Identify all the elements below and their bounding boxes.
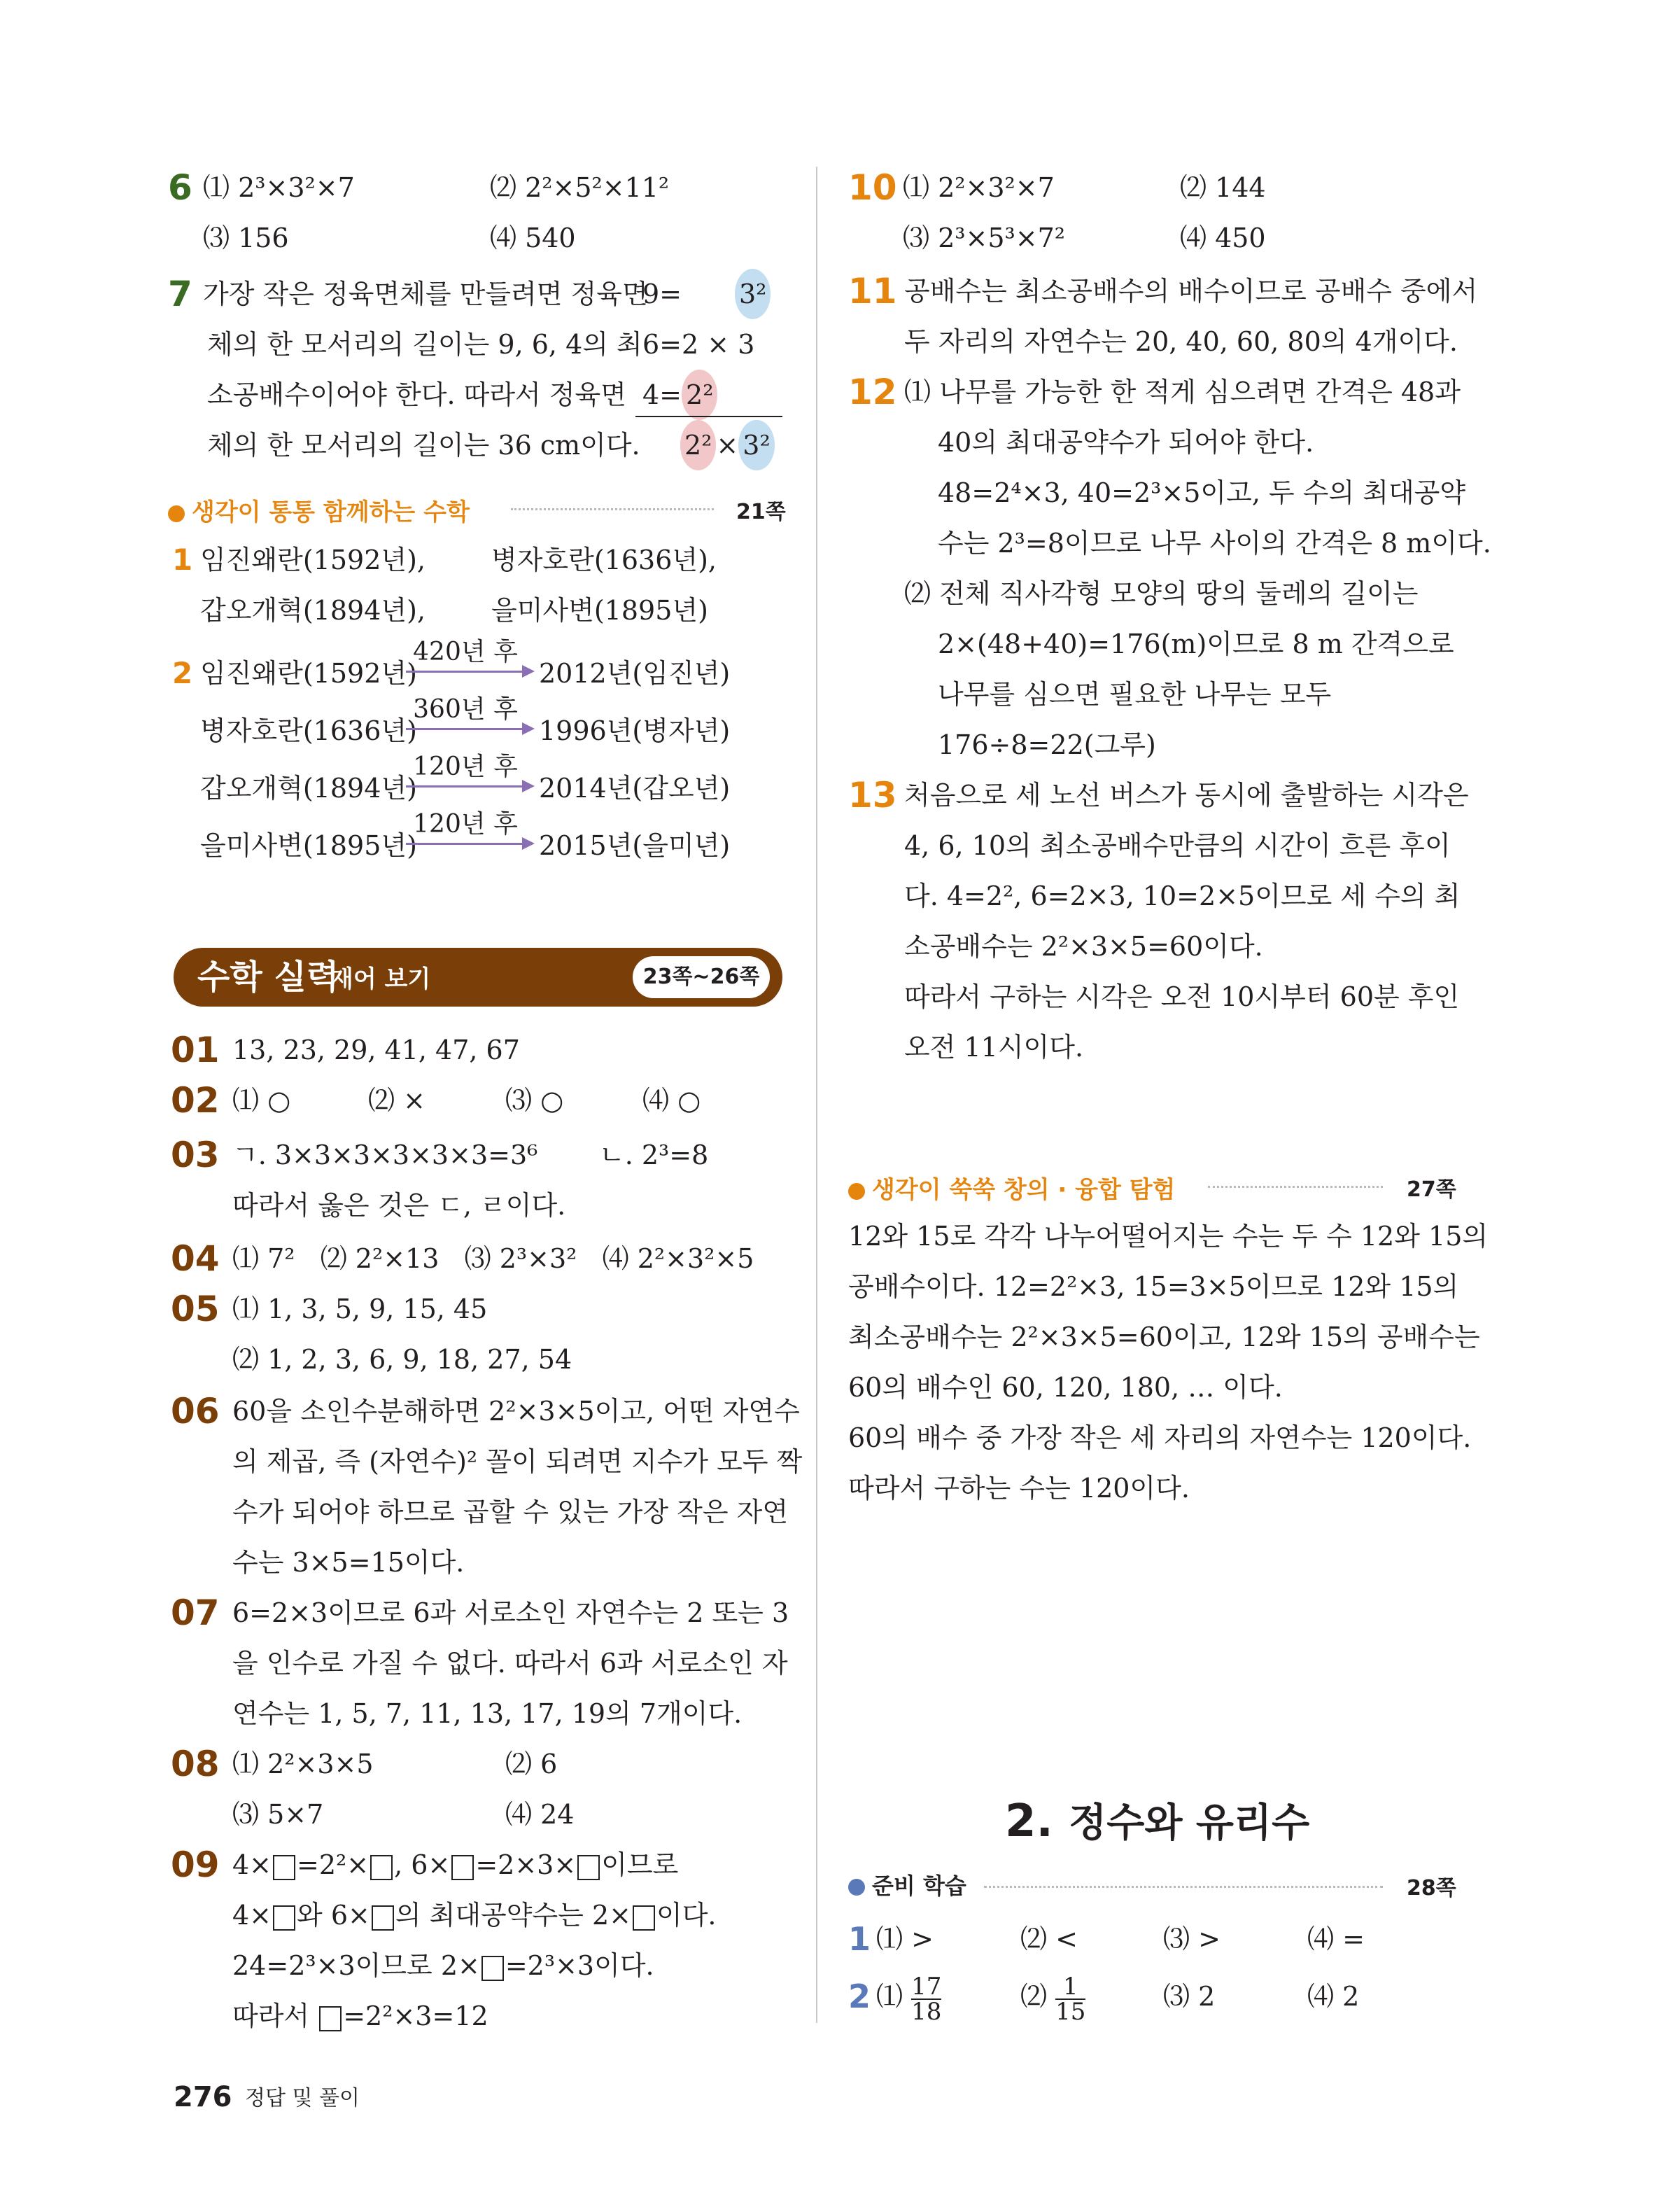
arrow-icon xyxy=(522,722,535,735)
solution-line: 체의 한 모서리의 길이는 36 cm이다. xyxy=(207,430,640,461)
solution-line: 따라서 구하는 수는 120이다. xyxy=(848,1473,1190,1504)
blank-box xyxy=(319,2006,342,2031)
blank-box xyxy=(273,1905,295,1931)
calc-row: 9= xyxy=(642,279,682,309)
time-arrow xyxy=(406,753,546,795)
answer-item: ⑵ 6 xyxy=(505,1749,558,1779)
section-page: 27쪽 xyxy=(1407,1177,1456,1202)
answer-item: 병자호란(1636년), xyxy=(491,545,717,575)
answer-item: ⑷ 540 xyxy=(490,223,576,253)
factor-highlight: 3² xyxy=(738,420,774,470)
solution-line: 두 자리의 자연수는 20, 40, 60, 80의 4개이다. xyxy=(904,326,1458,357)
answer-text: ⑴ 7² ⑵ 2²×13 ⑶ 2³×3² ⑷ 2²×3²×5 xyxy=(232,1243,754,1274)
blank-box xyxy=(370,1855,393,1880)
question-number: 2 xyxy=(172,656,193,690)
banner-title: 수학 실력 xyxy=(197,958,339,997)
solution-line: 다. 4=2², 6=2×3, 10=2×5이므로 세 수의 최 xyxy=(904,881,1461,911)
answer-item: 임진왜란(1592년), xyxy=(200,545,425,575)
solution-line: 연수는 1, 5, 7, 11, 13, 17, 19의 7개이다. xyxy=(232,1698,743,1729)
time-arrow xyxy=(406,811,546,853)
solution-line: 따라서 구하는 시각은 오전 10시부터 60분 후인 xyxy=(904,981,1460,1012)
section-heading: 생각이 통통 함께하는 수학 xyxy=(168,493,470,527)
solution-line: 2×(48+40)=176(m)이므로 8 m 간격으로 xyxy=(938,629,1454,659)
dotted-leader xyxy=(1208,1186,1383,1188)
solution-line: 24=2³×3이므로 2× =2³×3이다. xyxy=(232,1950,654,1981)
solution-line: 수가 되어야 하므로 곱할 수 있는 가장 작은 자연 xyxy=(232,1497,789,1527)
blank-box xyxy=(451,1855,474,1880)
blank-box xyxy=(577,1855,600,1880)
question-number: 07 xyxy=(171,1592,220,1633)
arrow-label: 120년 후 xyxy=(413,752,518,781)
chapter-number: 2. xyxy=(1005,1795,1053,1847)
solution-line: 오전 11시이다. xyxy=(904,1032,1084,1063)
arrow-label: 420년 후 xyxy=(413,638,518,666)
blank-box xyxy=(633,1905,655,1931)
answer-text: ㄱ. 3×3×3×3×3×3=3⁶ xyxy=(232,1140,538,1170)
answer-text: 따라서 옳은 것은 ㄷ, ㄹ이다. xyxy=(232,1190,566,1221)
solution-line: 공배수이다. 12=2²×3, 15=3×5이므로 12와 15의 xyxy=(848,1271,1459,1302)
question-number: 13 xyxy=(848,775,897,816)
answer-item: ⑴ 2³×3²×7 xyxy=(203,172,355,203)
solution-line: ⑵ 전체 직사각형 모양의 땅의 둘레의 길이는 xyxy=(904,578,1419,609)
question-number: 05 xyxy=(171,1289,220,1329)
solution-line: 처음으로 세 노선 버스가 동시에 출발하는 시각은 xyxy=(904,780,1469,811)
section-banner xyxy=(174,948,782,1007)
question-number: 2 xyxy=(848,1977,871,2015)
question-number: 11 xyxy=(848,271,897,312)
footer-label: 정답 및 풀이 xyxy=(245,2086,360,2110)
answer-item: 갑오개혁(1894년), xyxy=(200,595,425,626)
event-from: 병자호란(1636년) xyxy=(200,715,417,746)
solution-line: 최소공배수는 2²×3×5=60이고, 12와 15의 공배수는 xyxy=(848,1322,1480,1352)
banner-subtitle: 재어 보기 xyxy=(330,965,431,993)
answer-item: ⑶ 2³×5³×7² xyxy=(903,223,1065,253)
event-to: 1996년(병자년) xyxy=(539,715,731,746)
fraction: $\frac{1}{15}$ xyxy=(1055,1972,1086,2026)
blank-box xyxy=(481,1956,504,1981)
section-heading: 생각이 쑥쑥 창의 · 융합 탐험 xyxy=(848,1170,1175,1205)
answer-item: ⑷ 24 xyxy=(505,1799,575,1830)
answer-item: ⑵ 2²×5²×11² xyxy=(490,172,670,203)
question-number: 09 xyxy=(171,1844,220,1885)
event-to: 2015년(을미년) xyxy=(539,830,731,861)
solution-line: 의 제곱, 즉 (자연수)² 꼴이 되려면 지수가 모두 짝 xyxy=(232,1446,803,1477)
solution-line: 60을 소인수분해하면 2²×3×5이고, 어떤 자연수 xyxy=(232,1396,800,1427)
question-number: 08 xyxy=(171,1744,220,1784)
event-to: 2012년(임진년) xyxy=(539,658,731,689)
question-number: 06 xyxy=(171,1391,220,1432)
time-arrow xyxy=(406,638,546,680)
section-heading: 준비 학습 xyxy=(848,1869,966,1903)
answer-text: ⑴ 1, 3, 5, 9, 15, 45 xyxy=(232,1294,488,1324)
dotted-leader xyxy=(984,1886,1383,1888)
solution-line: 4, 6, 10의 최소공배수만큼의 시간이 흐른 후이 xyxy=(904,830,1451,861)
solution-line: 176÷8=22(그루) xyxy=(938,729,1156,760)
arrow-icon xyxy=(522,837,535,850)
answer-item: ⑵ $\frac{1}{15}$ xyxy=(1020,1972,1086,2026)
chapter-title xyxy=(1005,1792,1309,1853)
solution-line: 소공배수이어야 한다. 따라서 정육면 xyxy=(207,379,626,410)
answer-text: ㄴ. 2³=8 xyxy=(599,1140,709,1170)
question-number: 12 xyxy=(848,372,897,412)
answer-item: ⑷ 450 xyxy=(1180,223,1266,253)
answer-item: 을미사변(1895년) xyxy=(491,595,708,626)
solution-line: 6=2×3이므로 6과 서로소인 자연수는 2 또는 3 xyxy=(232,1597,789,1628)
column-divider xyxy=(816,167,817,2023)
solution-line: 을 인수로 가질 수 없다. 따라서 6과 서로소인 자 xyxy=(232,1648,788,1679)
event-to: 2014년(갑오년) xyxy=(539,773,731,804)
solution-line: 나무를 심으면 필요한 나무는 모두 xyxy=(938,679,1332,710)
event-from: 을미사변(1895년) xyxy=(200,830,417,861)
bullet-icon xyxy=(168,505,185,522)
answer-item: ⑴ $\frac{17}{18}$ xyxy=(876,1972,942,2026)
solution-line: 가장 작은 정육면체를 만들려면 정육면 xyxy=(203,279,648,309)
question-number: 02 xyxy=(171,1080,220,1121)
answer-item: ⑷ 2 xyxy=(1307,1981,1360,2012)
dotted-leader xyxy=(511,508,714,510)
question-number: 7 xyxy=(168,274,192,314)
answer-item: ⑴ 2²×3²×7 xyxy=(903,172,1055,203)
section-page: 21쪽 xyxy=(736,500,786,524)
answer-item: ⑶ 5×7 xyxy=(232,1799,324,1830)
answer-text: 13, 23, 29, 41, 47, 67 xyxy=(232,1035,520,1065)
time-arrow xyxy=(406,696,546,738)
section-page: 28쪽 xyxy=(1407,1876,1456,1900)
answer-item: ⑶ 2 xyxy=(1163,1981,1216,2012)
solution-line: 공배수는 최소공배수의 배수이므로 공배수 중에서 xyxy=(904,276,1478,307)
solution-line: 소공배수는 2²×3×5=60이다. xyxy=(904,931,1263,962)
solution-line: 수는 2³=8이므로 나무 사이의 간격은 8 m이다. xyxy=(938,528,1491,559)
answer-item: ⑶ > xyxy=(1163,1924,1221,1954)
arrow-icon xyxy=(522,665,535,678)
question-number: 01 xyxy=(171,1030,220,1070)
solution-line: 4× 와 6× 의 최대공약수는 2× 이다. xyxy=(232,1900,717,1931)
blank-box xyxy=(273,1855,295,1880)
times-sign: × xyxy=(716,430,739,461)
solution-line: ⑴ 나무를 가능한 한 적게 심으려면 간격은 48과 xyxy=(904,377,1461,407)
factor-highlight: 2² xyxy=(682,370,717,420)
solution-line: 체의 한 모서리의 길이는 9, 6, 4의 최 xyxy=(207,329,642,360)
answer-item: ⑶ ○ xyxy=(505,1085,564,1116)
solution-line: 12와 15로 각각 나누어떨어지는 수는 두 수 12와 15의 xyxy=(848,1221,1489,1252)
question-number: 6 xyxy=(168,167,192,208)
solution-line: 4× =2²× , 6× =2×3× 이므로 xyxy=(232,1849,679,1880)
solution-line: 48=2⁴×3, 40=2³×5이고, 두 수의 최대공약 xyxy=(938,477,1466,508)
solution-line: 수는 3×5=15이다. xyxy=(232,1547,465,1578)
chapter-name: 정수와 유리수 xyxy=(1069,1800,1310,1846)
answer-item: ⑵ × xyxy=(368,1085,425,1116)
arrow-label: 360년 후 xyxy=(413,695,518,724)
answer-item: ⑵ < xyxy=(1020,1924,1078,1954)
factor-highlight: 3² xyxy=(735,269,771,319)
bullet-icon xyxy=(848,1879,865,1896)
question-number: 1 xyxy=(848,1920,871,1958)
answer-item: ⑷ ○ xyxy=(642,1085,701,1116)
factor-highlight: 2² xyxy=(680,420,716,470)
page-number: 276 xyxy=(174,2081,232,2113)
calc-row: 4= xyxy=(642,379,682,410)
answer-item: ⑴ 2²×3×5 xyxy=(232,1749,374,1779)
answer-item: ⑴ > xyxy=(876,1924,934,1954)
solution-line: 60의 배수 중 가장 작은 세 자리의 자연수는 120이다. xyxy=(848,1422,1472,1453)
question-number: 1 xyxy=(172,542,193,577)
answer-item: ⑴ ○ xyxy=(232,1085,291,1116)
solution-line: 40의 최대공약수가 되어야 한다. xyxy=(938,427,1314,458)
answer-item: ⑷ = xyxy=(1307,1924,1365,1954)
question-number: 04 xyxy=(171,1238,220,1279)
banner-pages: 23쪽~26쪽 xyxy=(633,956,770,998)
arrow-icon xyxy=(522,780,535,792)
solution-line: 따라서 =2²×3=12 xyxy=(232,2001,488,2031)
question-number: 10 xyxy=(848,167,897,208)
bullet-icon xyxy=(848,1183,865,1200)
answer-item: ⑶ 156 xyxy=(203,223,289,253)
divider-line xyxy=(635,416,782,417)
event-from: 임진왜란(1592년) xyxy=(200,658,417,689)
answer-text: ⑵ 1, 2, 3, 6, 9, 18, 27, 54 xyxy=(232,1344,572,1375)
answer-item: ⑵ 144 xyxy=(1180,172,1266,203)
arrow-label: 120년 후 xyxy=(413,810,518,839)
calc-row: 6=2 × 3 xyxy=(642,329,755,360)
fraction: $\frac{17}{18}$ xyxy=(911,1972,942,2026)
event-from: 갑오개혁(1894년) xyxy=(200,773,417,804)
blank-box xyxy=(372,1905,394,1931)
question-number: 03 xyxy=(171,1135,220,1175)
solution-line: 60의 배수인 60, 120, 180, … 이다. xyxy=(848,1372,1283,1403)
